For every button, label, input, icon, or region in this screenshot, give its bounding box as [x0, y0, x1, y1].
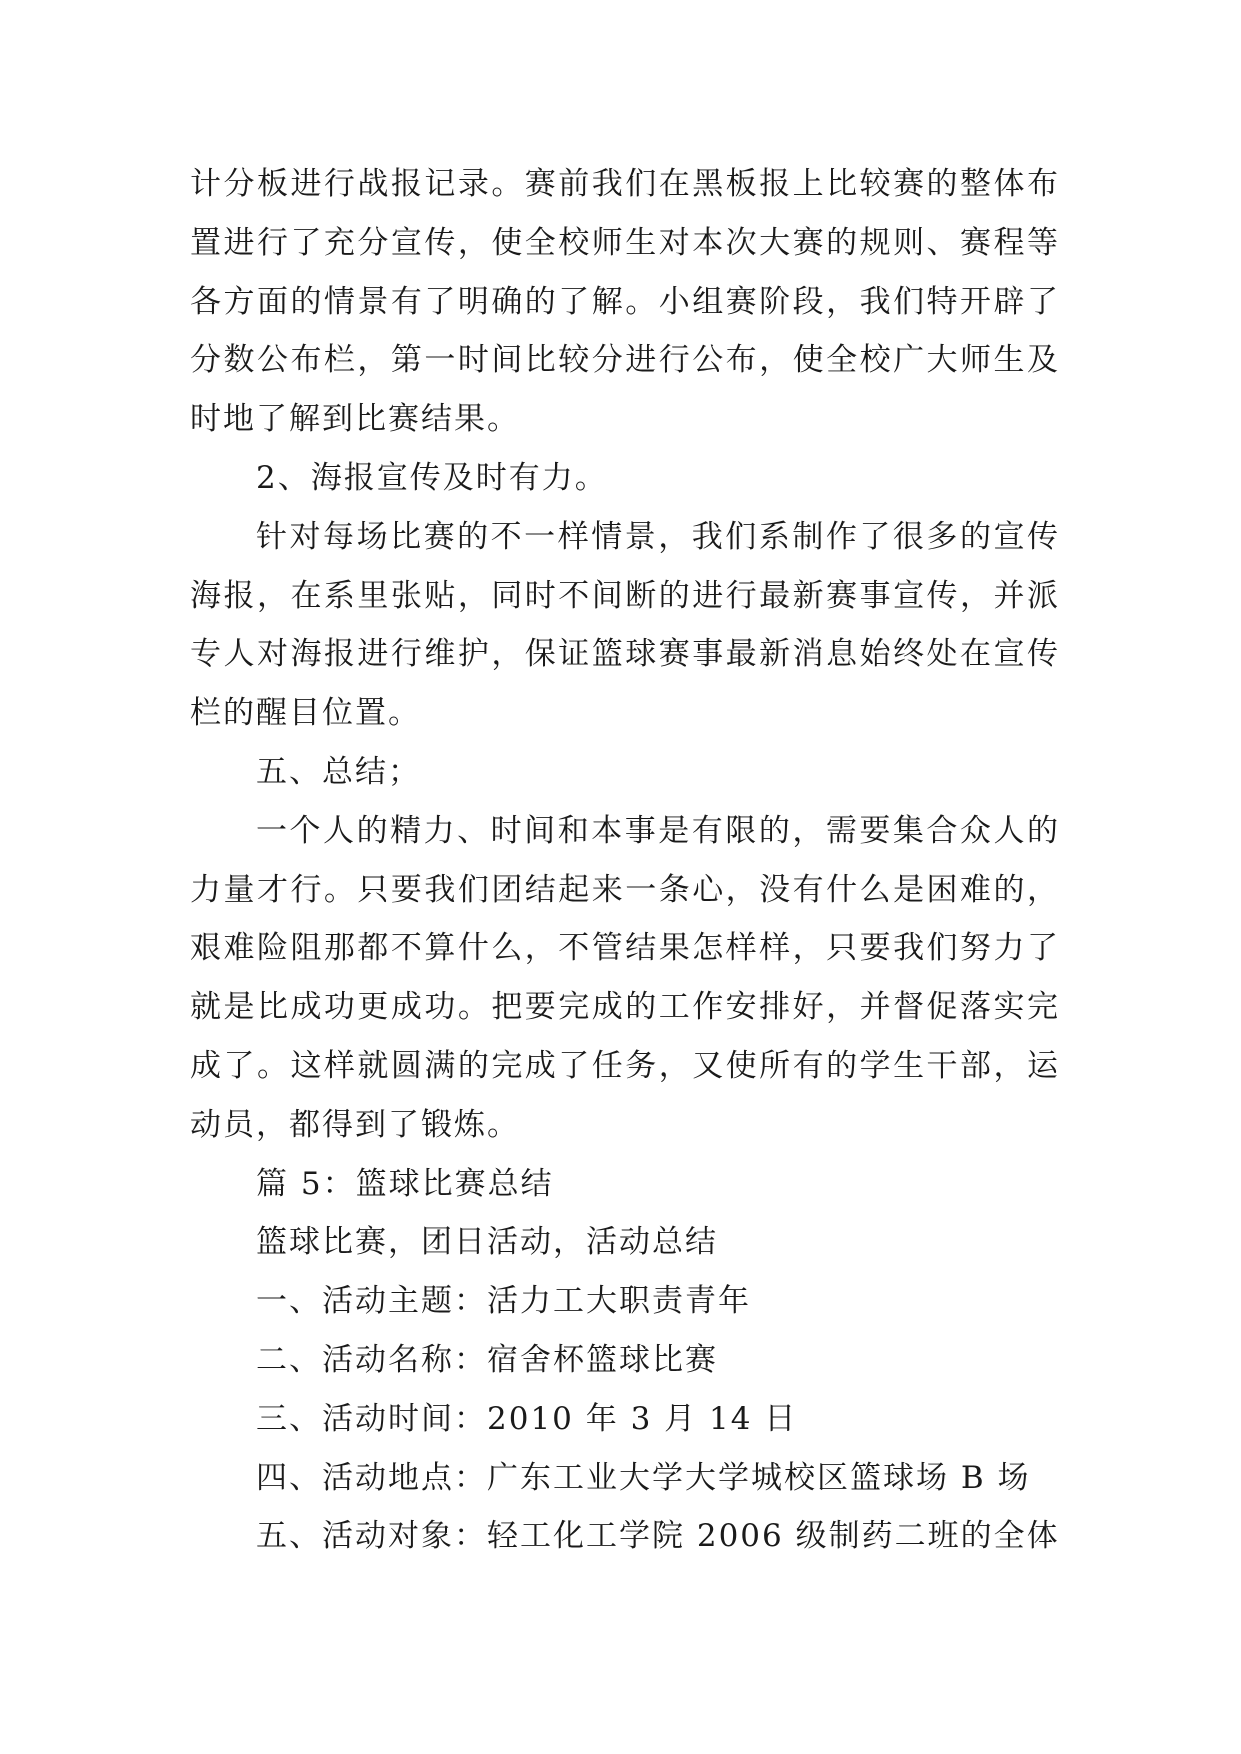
paragraph-scoreboard-record: 计分板进行战报记录。赛前我们在黑板报上比较赛的整体布置进行了充分宣传，使全校师生对本次大赛的规则、赛程等各方面的情景有了明确的了解。小组赛阶段，我们特开辟了分数公布栏，第一时间比较分进行公布，使全校广大师生及时地了解到比赛结果。 [190, 166, 1060, 438]
paragraph-summary: 一个人的精力、时间和本事是有限的，需要集合众人的力量才行。只要我们团结起来一条心，没有什么是困难的，艰难险阻那都不算什么，不管结果怎样样，只要我们努力了就是比成功更成功。把要完成的工作安排好，并督促落实完成了。这样就圆满的完成了任务，又使所有的学生干部，运动员，都得到了锻炼。 [190, 812, 1060, 1143]
document-body [190, 155, 1060, 1566]
paragraph-poster-details: 针对每场比赛的不一样情景，我们系制作了很多的宣传海报，在系里张贴，同时不间断的进行最新赛事宣传，并派专人对海报进行维护，保证篮球赛事最新消息始终处在宣传栏的醒目位置。 [190, 518, 1060, 732]
heading-summary: 五、总结； [256, 753, 421, 790]
activity-participants: 五、活动对象：轻工化工学院 2006 级制药二班的全体 [256, 1518, 1060, 1555]
activity-location: 四、活动地点：广东工业大学大学城校区篮球场 B 场 [256, 1459, 1031, 1496]
heading-poster-publicity: 2、海报宣传及时有力。 [256, 459, 608, 496]
activity-theme: 一、活动主题：活力工大职责青年 [256, 1283, 751, 1320]
heading-part-5: 篇 5：篮球比赛总结 [256, 1165, 554, 1202]
activity-time: 三、活动时间：2010 年 3 月 14 日 [256, 1400, 798, 1437]
activity-name: 二、活动名称：宿舍杯篮球比赛 [256, 1341, 718, 1378]
keywords-line: 篮球比赛，团日活动，活动总结 [256, 1224, 718, 1261]
